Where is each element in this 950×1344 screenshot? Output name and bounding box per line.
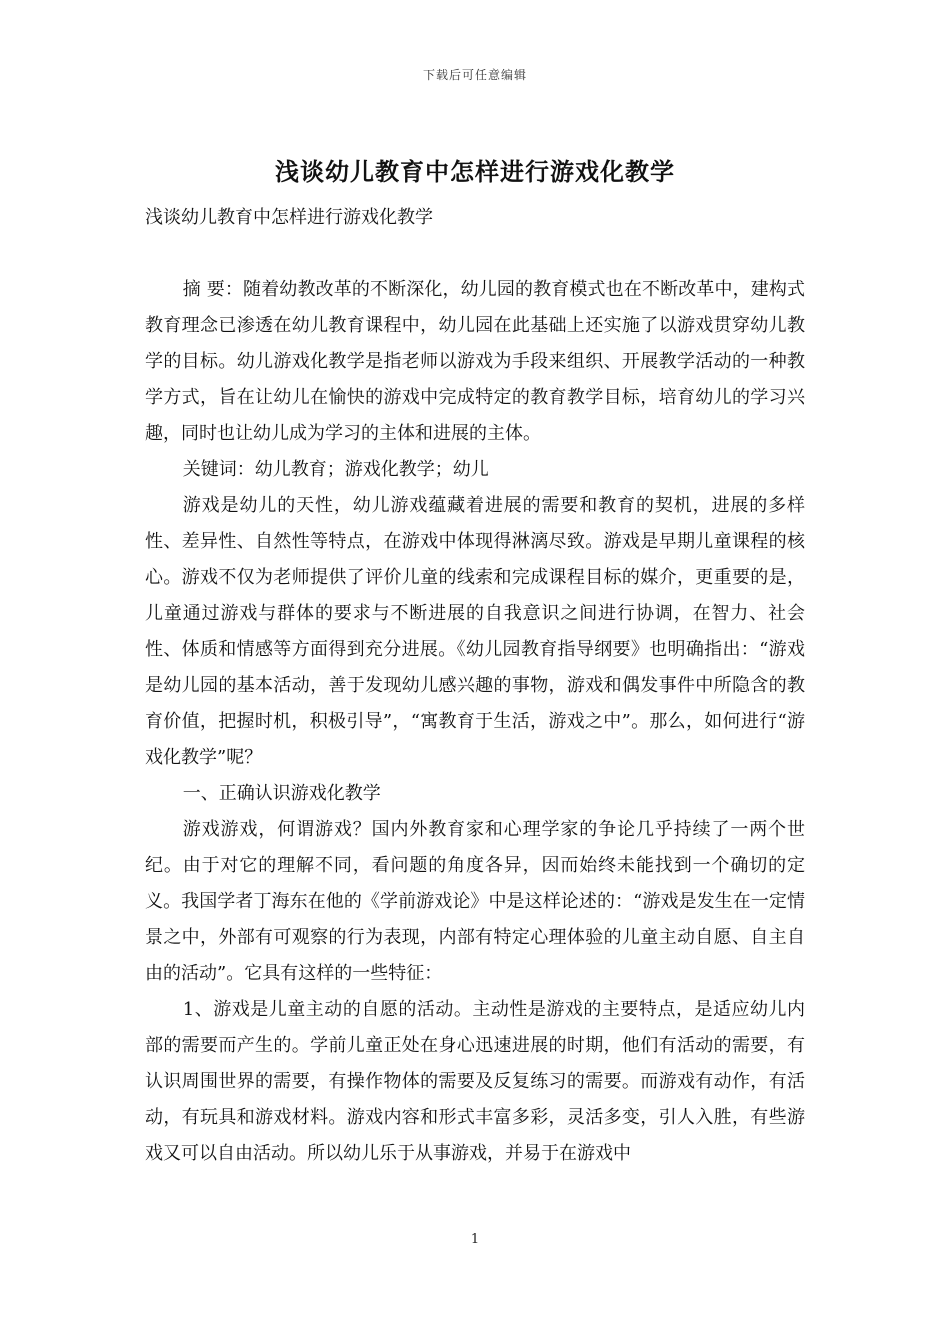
keywords-paragraph: 关键词：幼儿教育；游戏化教学；幼儿	[182, 459, 489, 480]
document-subtitle: 浅谈幼儿教育中怎样进行游戏化教学	[145, 207, 433, 228]
section-heading: 一、正确认识游戏化教学	[182, 783, 381, 804]
document-body	[145, 200, 805, 1172]
body-paragraph: 游戏是幼儿的天性，幼儿游戏蕴藏着进展的需要和教育的契机，进展的多样性、差异性、自然性等特点，在游戏中体现得淋漓尽致。游戏是早期儿童课程的核心。游戏不仅为老师提供了评价儿童的线索和完成课程目标的媒介，更重要的是，儿童通过游戏与群体的要求与不断进展的自我意识之间进行协调，在智力、社会性、体质和情感等方面得到充分进展。《幼儿园教育指导纲要》也明确指出：“游戏是幼儿园的基本活动，善于发现幼儿感兴趣的事物，游戏和偶发事件中所隐含的教育价值，把握时机，积极引导”，“寓教育于生活，游戏之中”。那么，如何进行“游戏化教学”呢？	[145, 495, 805, 768]
header-note: 下载后可任意编辑	[422, 68, 527, 82]
abstract-paragraph: 摘 要：随着幼教改革的不断深化，幼儿园的教育模式也在不断改革中，建构式教育理念已渗透在幼儿教育课程中，幼儿园在此基础上还实施了以游戏贯穿幼儿教学的目标。幼儿游戏化教学是指老师以游戏为手段来组织、开展教学活动的一种教学方式，旨在让幼儿在愉快的游戏中完成特定的教育教学目标，培育幼儿的学习兴趣，同时也让幼儿成为学习的主体和进展的主体。	[145, 279, 805, 444]
body-paragraph: 游戏游戏，何谓游戏？国内外教育家和心理学家的争论几乎持续了一两个世纪。由于对它的理解不同，看问题的角度各异，因而始终未能找到一个确切的定义。我国学者丁海东在他的《学前游戏论》中是这样论述的：“游戏是发生在一定情景之中，外部有可观察的行为表现，内部有特定心理体验的儿童主动自愿、自主自由的活动”。它具有这样的一些特征：	[145, 819, 805, 984]
document-title: 浅谈幼儿教育中怎样进行游戏化教学	[275, 158, 675, 186]
body-paragraph: 1、游戏是儿童主动的自愿的活动。主动性是游戏的主要特点，是适应幼儿内部的需要而产生的。学前儿童正处在身心迅速进展的时期，他们有活动的需要，有认识周围世界的需要，有操作物体的需要及反复练习的需要。而游戏有动作，有活动，有玩具和游戏材料。游戏内容和形式丰富多彩，灵活多变，引人入胜，有些游戏又可以自由活动。所以幼儿乐于从事游戏，并易于在游戏中	[145, 999, 805, 1164]
page-number: 1	[470, 1232, 480, 1247]
